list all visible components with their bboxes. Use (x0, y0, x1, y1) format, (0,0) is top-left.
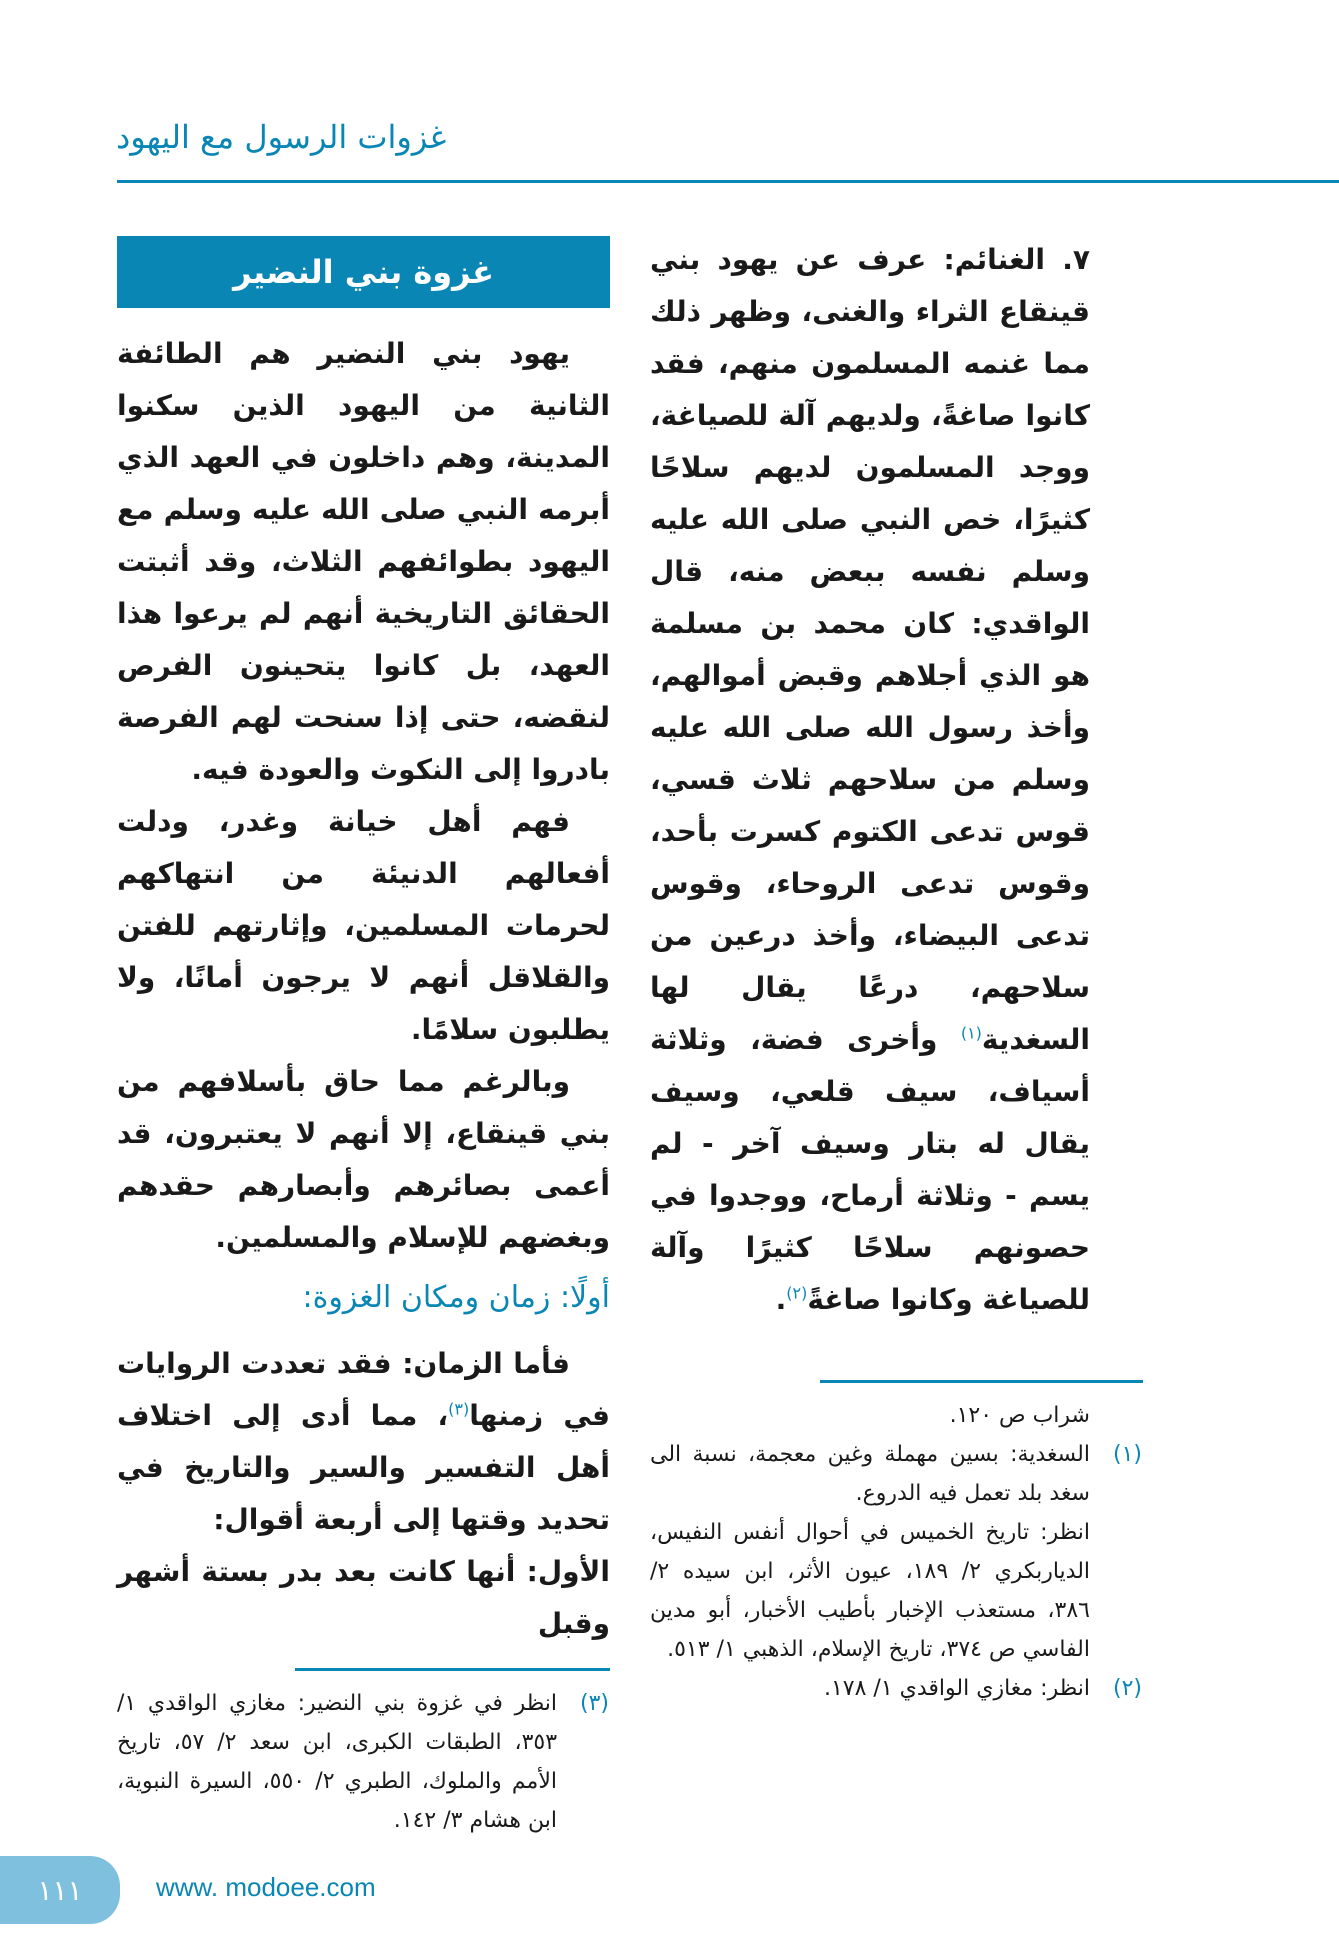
paragraph-text: . (775, 1283, 787, 1316)
footnote-rule-right (820, 1380, 1143, 1383)
paragraph-text: فأما الزمان: فقد تعددت الروايات في زمنها (117, 1347, 611, 1432)
footnote-text: انظر في غزوة بني النضير: مغازي الواقدي ١/ ٣٥٣، الطبقات الكبرى، ابن سعد ٢/ ٥٧، تاريخ الأمم والملوك، الطبري ٢/ ٥٥٠، السيرة النبوية، ابن هشام ٣/ ١٤٢. (117, 1691, 558, 1833)
page-number: ١١١ (0, 1856, 120, 1924)
left-column (117, 328, 610, 1650)
header-rule (117, 180, 1339, 183)
subheading: أولًا: زمان ومكان الغزوة: (302, 1280, 610, 1315)
footnote-1 (650, 1435, 1142, 1669)
footnote-carryover: شراب ص ١٢٠. (949, 1403, 1090, 1428)
running-header-title: غزوات الرسول مع اليهود (116, 118, 447, 156)
footnote-number: (١) (1112, 1442, 1142, 1467)
paragraph-4 (117, 1338, 610, 1546)
footnotes-left (117, 1684, 609, 1840)
paragraph-text: ٧. الغنائم: عرف عن يهود بني قينقاع الثراء والغنى، وظهر ذلك مما غنمه المسلمون منهم، فقد كانوا صاغةً، ولديهم آلة للصياغة، ووجد المسلمون لديهم سلاحًا كثيرًا، خص النبي صلى الله عليه وسلم نفسه ببعض منه، قال الواقدي: كان محمد بن مسلمة هو الذي أجلاهم وقبض أموالهم، وأخذ رسول الله صلى الله عليه وسلم من سلاحهم ثلاث قسي، قوس تدعى الكتوم كسرت بأحد، وقوس تدعى الروحاء، وقوس تدعى البيضاء، وأخذ درعين من سلاحهم، درعًا يقال لها السغدية (650, 243, 1090, 1056)
footnote-ref-2[interactable]: (٢) (786, 1283, 808, 1303)
footnotes-right (650, 1396, 1142, 1708)
paragraph-2: فهم أهل خيانة وغدر، ودلت أفعالهم الدنيئة من انتهاكهم لحرمات المسلمين، وإثارتهم للفتن والقلاقل أنهم لا يرجون أمانًا، ولا يطلبون سلامًا. (117, 805, 610, 1046)
paragraph-3: وبالرغم مما حاق بأسلافهم من بني قينقاع، إلا أنهم لا يعتبرون، قد أعمى بصائرهم وأبصارهم حقدهم وبغضهم للإسلام والمسلمين. (117, 1065, 610, 1254)
footnote-number: (٣) (579, 1691, 609, 1716)
section-title: غزوة بني النضير (117, 236, 610, 308)
paragraph-text: وأخرى فضة، وثلاثة أسياف، سيف قلعي، وسيف يقال له بتار وسيف آخر - لم يسم - وثلاثة أرماح، ووجدوا في حصونهم سلاحًا كثيرًا وآلة للصياغة وكانوا صاغةً (650, 1023, 1090, 1316)
footnote-text: انظر: تاريخ الخميس في أحوال أنفس النفيس، الدياربكري ٢/ ١٨٩، عيون الأثر، ابن سيده ٢/ ٣٨٦، مستعذب الإخبار بأطيب الأخبار، أبو مدين الفاسي ص ٣٧٤، تاريخ الإسلام، الذهبي ١/ ٥١٣. (650, 1520, 1091, 1662)
footnote-number: (٢) (1112, 1676, 1142, 1701)
right-column (650, 234, 1090, 1326)
footnote-rule-left (295, 1668, 610, 1671)
paragraph-5: الأول: أنها كانت بعد بدر بستة أشهر وقبل (117, 1555, 610, 1640)
footnote-2 (650, 1669, 1142, 1708)
booty-paragraph (650, 234, 1090, 1326)
footnote-ref-3[interactable]: (٣) (448, 1399, 470, 1419)
paragraph-1: يهود بني النضير هم الطائفة الثانية من اليهود الذين سكنوا المدينة، وهم داخلون في العهد الذي أبرمه النبي صلى الله عليه وسلم مع اليهود بطوائفهم الثلاث، وقد أثبتت الحقائق التاريخية أنهم لم يرعوا هذا العهد، بل كانوا يتحينون الفرص لنقضه، حتى إذا سنحت لهم الفرصة بادروا إلى النكوث والعودة فيه. (117, 337, 610, 786)
footnote-3 (117, 1684, 609, 1840)
footnote-text: انظر: مغازي الواقدي ١/ ١٧٨. (823, 1676, 1090, 1701)
paragraph-text: ، مما أدى إلى اختلاف أهل التفسير والسير والتاريخ في تحديد وقتها إلى أربعة أقوال: (117, 1399, 610, 1536)
footnote-text: السغدية: بسين مهملة وغين معجمة، نسبة الى سغد بلد تعمل فيه الدروع. (650, 1442, 1090, 1506)
footnote-ref-1[interactable]: (١) (960, 1023, 982, 1043)
website-link[interactable]: www. modoee.com (156, 1872, 376, 1902)
